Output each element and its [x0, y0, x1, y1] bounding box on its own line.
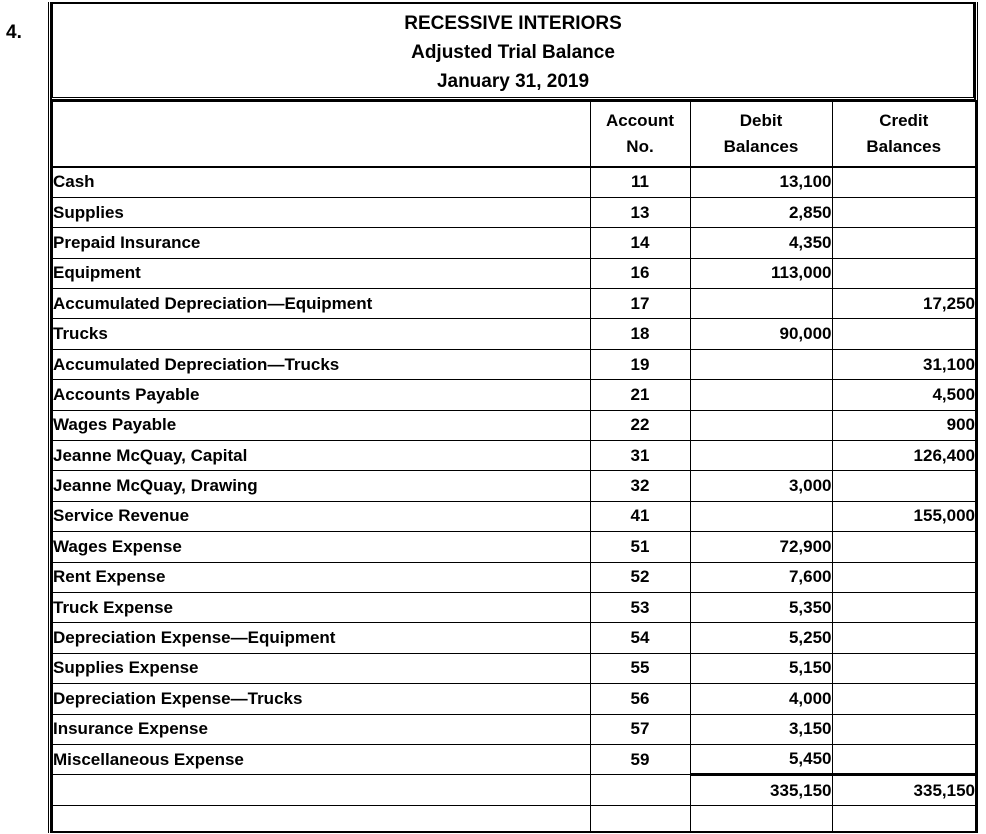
table-row — [52, 258, 976, 288]
blank-cell — [52, 806, 590, 832]
table-row — [52, 623, 976, 653]
account-number-cell: 59 — [590, 744, 690, 774]
account-title-cell: Insurance Expense — [52, 714, 590, 744]
debit-balance-cell — [690, 380, 832, 410]
credit-balance-cell — [832, 684, 976, 714]
credit-balance-cell — [832, 258, 976, 288]
credit-balance-cell — [832, 167, 976, 197]
account-title-cell: Service Revenue — [52, 501, 590, 531]
column-header-account-no — [590, 101, 690, 167]
report-date: January 31, 2019 — [436, 71, 590, 92]
debit-balance-cell: 5,150 — [690, 653, 832, 683]
account-title-cell: Accumulated Depreciation—Equipment — [52, 289, 590, 319]
account-title-cell: Equipment — [52, 258, 590, 288]
account-number-cell: 53 — [590, 592, 690, 622]
totals-description-cell — [52, 775, 590, 806]
totals-credit-cell: 335,150 — [832, 775, 976, 806]
blank-cell — [590, 806, 690, 832]
debit-header-line2: Balances — [723, 137, 799, 156]
account-number-cell: 32 — [590, 471, 690, 501]
debit-balance-cell: 72,900 — [690, 532, 832, 562]
debit-header-line1: Debit — [739, 111, 783, 130]
table-row — [52, 592, 976, 622]
debit-balance-cell — [690, 441, 832, 471]
account-number-cell: 57 — [590, 714, 690, 744]
trial-balance-body — [52, 167, 976, 832]
table-row — [52, 228, 976, 258]
account-title-cell: Cash — [52, 167, 590, 197]
table-row — [52, 349, 976, 379]
debit-balance-cell — [690, 349, 832, 379]
credit-balance-cell — [832, 562, 976, 592]
account-number-cell: 11 — [590, 167, 690, 197]
credit-balance-cell — [832, 653, 976, 683]
account-title-cell: Supplies — [52, 197, 590, 227]
account-title-cell: Trucks — [52, 319, 590, 349]
account-title-cell: Prepaid Insurance — [52, 228, 590, 258]
credit-balance-cell: 4,500 — [832, 380, 976, 410]
credit-balance-cell — [832, 623, 976, 653]
account-number-cell: 22 — [590, 410, 690, 440]
debit-balance-cell: 2,850 — [690, 197, 832, 227]
credit-balance-cell: 900 — [832, 410, 976, 440]
account-title-cell: Accumulated Depreciation—Trucks — [52, 349, 590, 379]
account-title-cell: Jeanne McQuay, Capital — [52, 441, 590, 471]
table-row — [52, 562, 976, 592]
debit-balance-cell — [690, 410, 832, 440]
question-number-label: 4. — [6, 22, 22, 43]
totals-debit-cell: 335,150 — [690, 775, 832, 806]
debit-balance-cell: 4,350 — [690, 228, 832, 258]
account-number-cell: 41 — [590, 501, 690, 531]
account-title-cell: Wages Payable — [52, 410, 590, 440]
account-number-cell: 56 — [590, 684, 690, 714]
account-title-cell: Miscellaneous Expense — [52, 744, 590, 774]
account-number-cell: 21 — [590, 380, 690, 410]
column-header-credit-balances — [832, 101, 976, 167]
debit-balance-cell — [690, 501, 832, 531]
debit-balance-cell: 3,150 — [690, 714, 832, 744]
table-row — [52, 532, 976, 562]
blank-row — [52, 806, 976, 832]
table-row — [52, 653, 976, 683]
table-row — [52, 289, 976, 319]
table-row — [52, 167, 976, 197]
debit-balance-cell — [690, 289, 832, 319]
table-row — [52, 744, 976, 774]
table-header-row — [52, 101, 976, 167]
blank-cell — [690, 806, 832, 832]
account-number-cell: 14 — [590, 228, 690, 258]
credit-balance-cell — [832, 197, 976, 227]
company-name: RECESSIVE INTERIORS — [404, 13, 622, 34]
account-number-cell: 19 — [590, 349, 690, 379]
account-number-cell: 55 — [590, 653, 690, 683]
trial-balance-table — [51, 100, 977, 833]
account-title-cell: Depreciation Expense—Equipment — [52, 623, 590, 653]
column-header-description — [52, 101, 590, 167]
table-row — [52, 319, 976, 349]
account-title-cell: Depreciation Expense—Trucks — [52, 684, 590, 714]
debit-balance-cell: 3,000 — [690, 471, 832, 501]
table-row — [52, 714, 976, 744]
account-title-cell: Jeanne McQuay, Drawing — [52, 471, 590, 501]
account-title-cell: Wages Expense — [52, 532, 590, 562]
account-no-header-line1: Account — [606, 111, 674, 130]
credit-balance-cell — [832, 744, 976, 774]
debit-balance-cell: 5,450 — [690, 744, 832, 774]
credit-header-line2: Balances — [866, 137, 942, 156]
table-row — [52, 197, 976, 227]
debit-balance-cell: 4,000 — [690, 684, 832, 714]
debit-balance-cell: 90,000 — [690, 319, 832, 349]
table-row — [52, 380, 976, 410]
account-number-cell: 54 — [590, 623, 690, 653]
column-header-debit-balances — [690, 101, 832, 167]
account-title-cell: Rent Expense — [52, 562, 590, 592]
debit-balance-cell: 5,350 — [690, 592, 832, 622]
statement-title-block — [51, 2, 975, 100]
account-title-cell: Accounts Payable — [52, 380, 590, 410]
adjusted-trial-balance-ledger — [48, 2, 978, 833]
table-row — [52, 410, 976, 440]
credit-balance-cell — [832, 471, 976, 501]
table-row — [52, 441, 976, 471]
credit-balance-cell — [832, 532, 976, 562]
credit-balance-cell: 155,000 — [832, 501, 976, 531]
credit-balance-cell: 31,100 — [832, 349, 976, 379]
credit-balance-cell — [832, 714, 976, 744]
debit-balance-cell: 113,000 — [690, 258, 832, 288]
totals-row — [52, 775, 976, 806]
credit-header-line1: Credit — [879, 111, 929, 130]
table-row — [52, 501, 976, 531]
account-number-cell: 31 — [590, 441, 690, 471]
credit-balance-cell: 126,400 — [832, 441, 976, 471]
credit-balance-cell — [832, 592, 976, 622]
table-row — [52, 471, 976, 501]
debit-balance-cell: 5,250 — [690, 623, 832, 653]
credit-balance-cell — [832, 319, 976, 349]
account-no-header-line2: No. — [626, 137, 654, 156]
report-title: Adjusted Trial Balance — [411, 42, 615, 63]
table-row — [52, 684, 976, 714]
account-title-cell: Supplies Expense — [52, 653, 590, 683]
account-number-cell: 51 — [590, 532, 690, 562]
account-title-cell: Truck Expense — [52, 592, 590, 622]
credit-balance-cell — [832, 228, 976, 258]
debit-balance-cell: 13,100 — [690, 167, 832, 197]
account-number-cell: 52 — [590, 562, 690, 592]
debit-balance-cell: 7,600 — [690, 562, 832, 592]
account-number-cell: 13 — [590, 197, 690, 227]
credit-balance-cell: 17,250 — [832, 289, 976, 319]
account-number-cell: 16 — [590, 258, 690, 288]
account-number-cell: 17 — [590, 289, 690, 319]
blank-cell — [832, 806, 976, 832]
totals-account-number-cell — [590, 775, 690, 806]
account-number-cell: 18 — [590, 319, 690, 349]
